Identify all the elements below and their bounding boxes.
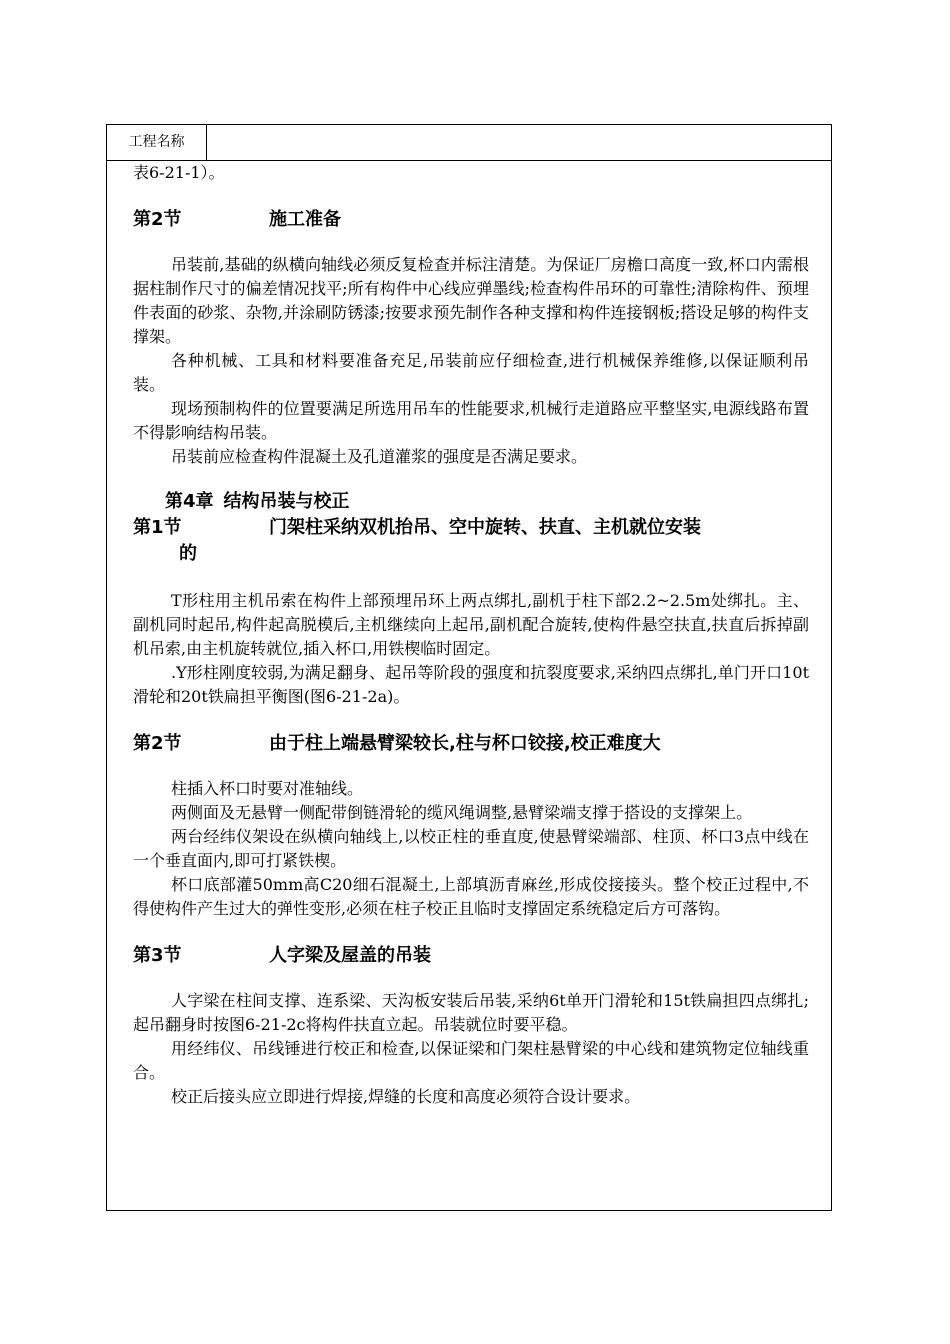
paragraph: 人字梁在柱间支撑、连系梁、天沟板安装后吊装,采纳6t单开门滑轮和15t铁扁担四点绑扎;起吊翻身时按图6-21-2c将构件扶直立起。吊装就位时要平稳。 xyxy=(133,991,809,1034)
section-heading xyxy=(133,943,809,969)
section-number: 第1节 xyxy=(133,517,182,538)
continuation-text: 表6-21-1）。 xyxy=(133,163,225,182)
paragraph: 各种机械、工具和材料要准备充足,吊装前应仔细检查,进行机械保养维修,以保证顺利吊装。 xyxy=(133,351,809,394)
paragraph: 现场预制构件的位置要满足所选用吊车的性能要求,机械行走道路应平整坚实,电源线路布置不得影响结构吊装。 xyxy=(133,399,809,442)
chapter-number: 第4章 xyxy=(165,491,214,512)
section-heading xyxy=(133,515,809,567)
chapter-title: 结构吊装与校正 xyxy=(223,491,350,512)
section-heading xyxy=(133,731,809,757)
section-title-continuation: 的 xyxy=(179,543,197,564)
section-heading xyxy=(133,207,809,233)
paragraph: 杯口底部灌50mm高C20细石混凝土,上部填沥青麻丝,形成佼接接头。整个校正过程中,不得使构件产生过大的弹性变形,必须在柱子校正且临时支撑固定系统稳定后方可落钩。 xyxy=(133,875,809,918)
project-name-label: 工程名称 xyxy=(107,125,207,160)
section-number: 第2节 xyxy=(133,733,182,754)
section-title: 施工准备 xyxy=(269,209,341,230)
section-title: 人字梁及屋盖的吊装 xyxy=(269,945,431,966)
section-number: 第3节 xyxy=(133,945,182,966)
paragraph: 吊装前,基础的纵横向轴线必须反复检查并标注清楚。为保证厂房檐口高度一致,杯口内需根据柱制作尺寸的偏差情况找平;所有构件中心线应弹墨线;检查构件吊环的可靠性;清除构件、预埋件表面的砂浆、杂物,并涂刷防锈漆;按要求预先制作各种支撑和构件连接钢板;搭设足够的构件支撑架。 xyxy=(133,255,809,346)
paragraph: 用经纬仪、吊线锤进行校正和检查,以保证梁和门架柱悬臂梁的中心线和建筑物定位轴线重合。 xyxy=(133,1039,809,1082)
document-frame xyxy=(106,124,832,1211)
project-name-value xyxy=(207,125,831,160)
section-number: 第2节 xyxy=(133,209,182,230)
chapter-heading xyxy=(133,489,809,515)
document-body xyxy=(133,161,809,1109)
paragraph: 柱插入杯口时要对准轴线。 xyxy=(171,779,364,798)
paragraph: T形柱用主机吊索在构件上部预埋吊环上两点绑扎,副机于柱下部2.2~2.5m处绑扎。主、副机同时起吊,构件起高脱模后,主机继续向上起吊,副机配合旋转,使构件悬空扶直,扶直后拆掉副机吊索,由主机旋转就位,插入杯口,用铁楔临时固定。 xyxy=(133,591,809,658)
paragraph: 两侧面及无悬臂一侧配带倒链滑轮的缆风绳调整,悬臂梁端支撑于搭设的支撑架上。 xyxy=(171,803,753,822)
section-title: 门架柱采纳双机抬吊、空中旋转、扶直、主机就位安装 xyxy=(269,517,701,538)
paragraph: 两台经纬仪架设在纵横向轴线上,以校正柱的垂直度,使悬臂梁端部、柱顶、杯口3点中线在一个垂直面内,即可打紧铁楔。 xyxy=(133,827,809,870)
header-row xyxy=(107,125,831,161)
paragraph: 校正后接头应立即进行焊接,焊缝的长度和高度必须符合设计要求。 xyxy=(171,1087,641,1106)
section-title: 由于柱上端悬臂梁较长,柱与杯口铰接,校正难度大 xyxy=(269,733,661,754)
paragraph: .Y形柱刚度较弱,为满足翻身、起吊等阶段的强度和抗裂度要求,采纳四点绑扎,单门开口10t滑轮和20t铁扁担平衡图(图6-21-2a)。 xyxy=(133,663,809,706)
paragraph: 吊装前应检查构件混凝土及孔道灌浆的强度是否满足要求。 xyxy=(171,447,588,466)
